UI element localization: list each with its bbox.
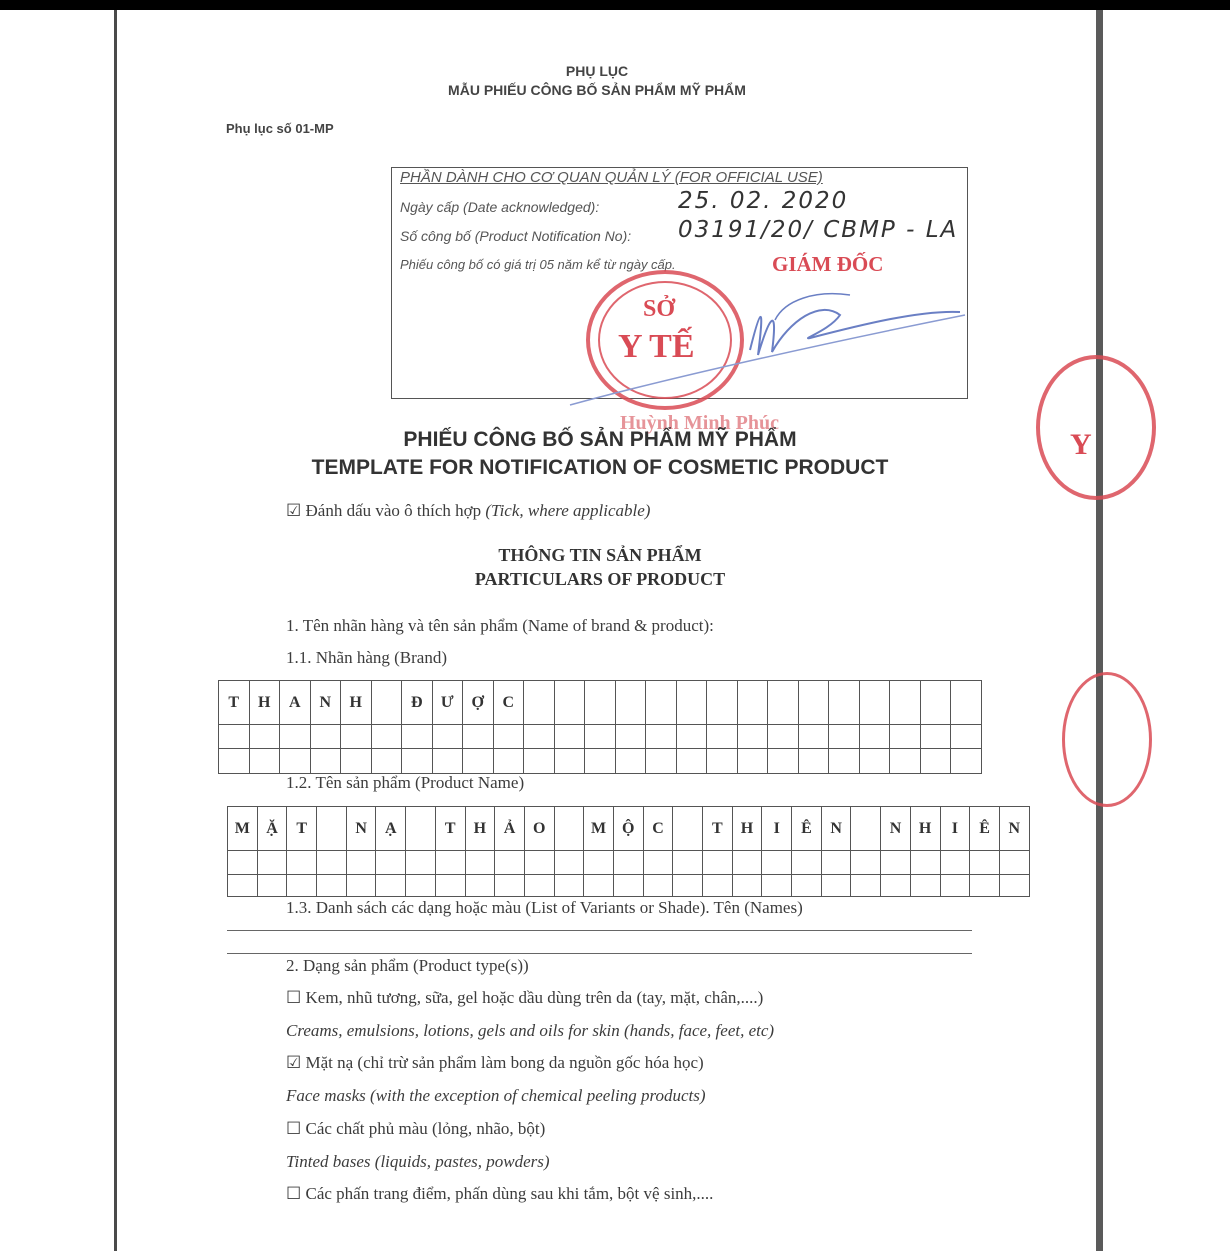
product-grid-cell bbox=[970, 875, 1000, 897]
type-3-en: Tinted bases (liquids, pastes, powders) bbox=[286, 1152, 550, 1171]
brand-grid-cell bbox=[493, 749, 524, 774]
brand-grid-cell bbox=[371, 725, 402, 749]
brand-grid-cell: N bbox=[310, 681, 341, 725]
brand-grid-cell bbox=[371, 681, 402, 725]
product-grid-cell bbox=[406, 807, 436, 851]
brand-grid-cell bbox=[707, 725, 738, 749]
date-acknowledged-label: Ngày cấp (Date acknowledged): bbox=[400, 199, 600, 215]
product-grid-cell: H bbox=[910, 807, 940, 851]
side-stamp-letter: Y bbox=[1070, 428, 1092, 461]
brand-grid bbox=[218, 680, 982, 774]
names-line-1 bbox=[227, 930, 972, 931]
item-1-2: 1.2. Tên sản phẩm (Product Name) bbox=[286, 773, 525, 792]
product-grid-cell bbox=[317, 875, 347, 897]
product-grid-cell bbox=[732, 851, 762, 875]
product-grid-cell bbox=[346, 851, 376, 875]
product-grid-cell bbox=[524, 875, 554, 897]
product-grid-cell: N bbox=[346, 807, 376, 851]
product-grid-cell bbox=[851, 851, 881, 875]
product-grid-cell: N bbox=[881, 807, 911, 851]
brand-grid-cell bbox=[890, 749, 921, 774]
brand-grid-cell bbox=[249, 749, 280, 774]
form-title-en: TEMPLATE FOR NOTIFICATION OF COSMETIC PRODUCT bbox=[311, 456, 889, 479]
product-grid-cell: T bbox=[435, 807, 465, 851]
item-2: 2. Dạng sản phẩm (Product type(s)) bbox=[286, 956, 529, 975]
product-grid-cell bbox=[703, 875, 733, 897]
product-grid-cell bbox=[792, 875, 822, 897]
brand-grid-cell bbox=[859, 749, 890, 774]
brand-grid-cell bbox=[920, 681, 951, 725]
product-grid-cell: O bbox=[524, 807, 554, 851]
brand-grid-cell bbox=[463, 725, 494, 749]
director-title: GIÁM ĐỐC bbox=[772, 252, 884, 276]
brand-grid-cell bbox=[676, 681, 707, 725]
product-grid-cell bbox=[999, 875, 1029, 897]
product-grid-cell bbox=[257, 851, 287, 875]
product-grid-cell bbox=[673, 851, 703, 875]
names-line-2 bbox=[227, 953, 972, 954]
tick-note bbox=[286, 501, 650, 521]
brand-grid-cell bbox=[829, 681, 860, 725]
brand-grid-cell bbox=[402, 749, 433, 774]
appendix-number: Phụ lục số 01-MP bbox=[226, 121, 334, 136]
brand-grid-cell bbox=[951, 725, 982, 749]
product-grid-cell bbox=[228, 851, 258, 875]
brand-grid-row bbox=[219, 749, 982, 774]
product-grid-cell bbox=[643, 851, 673, 875]
product-grid-cell: T bbox=[703, 807, 733, 851]
brand-grid-cell bbox=[768, 681, 799, 725]
brand-grid-cell bbox=[829, 725, 860, 749]
product-grid-cell bbox=[435, 875, 465, 897]
brand-grid-cell bbox=[371, 749, 402, 774]
stamp-text-top: SỞ bbox=[643, 296, 676, 322]
brand-grid-cell bbox=[554, 749, 585, 774]
product-grid-cell bbox=[762, 851, 792, 875]
product-grid-cell: C bbox=[643, 807, 673, 851]
brand-grid-cell bbox=[524, 749, 555, 774]
product-grid-cell bbox=[554, 875, 584, 897]
product-grid-cell bbox=[881, 875, 911, 897]
product-grid-cell bbox=[910, 851, 940, 875]
signature-icon bbox=[560, 280, 980, 420]
product-grid-cell bbox=[465, 875, 495, 897]
brand-grid-cell: Đ bbox=[402, 681, 433, 725]
product-grid-cell bbox=[287, 875, 317, 897]
product-grid-cell bbox=[435, 851, 465, 875]
brand-grid-cell bbox=[646, 725, 677, 749]
product-grid-cell bbox=[317, 851, 347, 875]
product-grid-cell bbox=[613, 851, 643, 875]
brand-grid-cell bbox=[768, 749, 799, 774]
product-grid-cell bbox=[376, 851, 406, 875]
product-grid-row bbox=[228, 851, 1030, 875]
item-1-3: 1.3. Danh sách các dạng hoặc màu (List of Variants or Shade). Tên (Names) bbox=[286, 898, 803, 917]
brand-grid-cell bbox=[798, 681, 829, 725]
brand-grid-cell: H bbox=[341, 681, 372, 725]
product-grid-cell bbox=[643, 875, 673, 897]
form-title-vi: PHIẾU CÔNG BỐ SẢN PHẨM MỸ PHẨM bbox=[403, 428, 797, 451]
brand-grid-cell bbox=[585, 725, 616, 749]
product-grid-cell bbox=[703, 851, 733, 875]
type-1-vi: ☐ Kem, nhũ tương, sữa, gel hoặc dầu dùng trên da (tay, mặt, chân,....) bbox=[286, 988, 764, 1007]
product-grid-cell: Ả bbox=[495, 807, 525, 851]
brand-grid-cell bbox=[432, 725, 463, 749]
product-grid-cell: I bbox=[762, 807, 792, 851]
brand-grid-cell bbox=[280, 749, 311, 774]
brand-grid-cell: A bbox=[280, 681, 311, 725]
brand-grid-cell bbox=[737, 725, 768, 749]
brand-grid-cell bbox=[676, 749, 707, 774]
brand-grid-cell bbox=[920, 749, 951, 774]
type-2-vi: ☑ Mặt nạ (chỉ trừ sản phẩm làm bong da nguồn gốc hóa học) bbox=[286, 1053, 704, 1072]
brand-grid-cell: Ợ bbox=[463, 681, 494, 725]
brand-grid-cell bbox=[554, 681, 585, 725]
top-border bbox=[0, 0, 1230, 10]
brand-grid-cell bbox=[524, 681, 555, 725]
official-heading: PHẦN DÀNH CHO CƠ QUAN QUẢN LÝ (FOR OFFICIAL USE) bbox=[400, 169, 823, 186]
brand-grid-cell bbox=[737, 681, 768, 725]
product-name-grid bbox=[227, 806, 1030, 897]
brand-grid-cell bbox=[920, 725, 951, 749]
product-grid-cell bbox=[228, 875, 258, 897]
brand-grid-cell bbox=[402, 725, 433, 749]
brand-grid-cell bbox=[463, 749, 494, 774]
brand-grid-cell bbox=[890, 725, 921, 749]
product-grid-cell bbox=[851, 807, 881, 851]
product-grid-cell: H bbox=[732, 807, 762, 851]
product-grid-cell bbox=[732, 875, 762, 897]
product-grid-cell bbox=[554, 807, 584, 851]
brand-grid-cell bbox=[249, 725, 280, 749]
product-grid-cell: N bbox=[999, 807, 1029, 851]
product-grid-cell bbox=[821, 851, 851, 875]
brand-grid-cell bbox=[646, 681, 677, 725]
product-grid-cell: T bbox=[287, 807, 317, 851]
brand-grid-cell bbox=[341, 725, 372, 749]
brand-grid-cell bbox=[524, 725, 555, 749]
product-grid-cell bbox=[554, 851, 584, 875]
tick-note-vi: ☑ Đánh dấu vào ô thích hợp bbox=[286, 501, 482, 520]
product-grid-cell bbox=[495, 851, 525, 875]
brand-grid-cell bbox=[890, 681, 921, 725]
product-grid-cell bbox=[495, 875, 525, 897]
product-grid-cell bbox=[465, 851, 495, 875]
product-grid-cell: N bbox=[821, 807, 851, 851]
brand-grid-cell bbox=[341, 749, 372, 774]
brand-grid-cell bbox=[676, 725, 707, 749]
product-grid-cell: Ê bbox=[970, 807, 1000, 851]
date-acknowledged-value: 25. 02. 2020 bbox=[678, 188, 849, 214]
brand-grid-cell bbox=[859, 681, 890, 725]
product-grid-cell bbox=[910, 875, 940, 897]
product-grid-cell: Ặ bbox=[257, 807, 287, 851]
brand-grid-cell bbox=[585, 749, 616, 774]
product-grid-cell bbox=[940, 851, 970, 875]
brand-grid-cell bbox=[554, 725, 585, 749]
brand-grid-cell bbox=[768, 725, 799, 749]
product-grid-cell bbox=[762, 875, 792, 897]
brand-grid-cell bbox=[646, 749, 677, 774]
brand-grid-cell bbox=[615, 749, 646, 774]
appendix-title: MẪU PHIẾU CÔNG BỐ SẢN PHẨM MỸ PHẨM bbox=[448, 82, 746, 98]
brand-grid-cell bbox=[859, 725, 890, 749]
brand-grid-cell bbox=[707, 681, 738, 725]
brand-grid-cell bbox=[432, 749, 463, 774]
section-title-vi: THÔNG TIN SẢN PHẨM bbox=[498, 545, 702, 565]
product-grid-cell: Ê bbox=[792, 807, 822, 851]
product-grid-cell bbox=[881, 851, 911, 875]
brand-grid-cell bbox=[615, 681, 646, 725]
brand-grid-cell bbox=[585, 681, 616, 725]
product-grid-cell bbox=[673, 875, 703, 897]
brand-grid-cell bbox=[280, 725, 311, 749]
brand-grid-cell bbox=[737, 749, 768, 774]
product-grid-cell: Ạ bbox=[376, 807, 406, 851]
product-grid-cell bbox=[524, 851, 554, 875]
validity-note: Phiếu công bố có giá trị 05 năm kể từ ngày cấp. bbox=[400, 257, 676, 272]
signer-name: Huỳnh Minh Phúc bbox=[620, 412, 779, 434]
item-1: 1. Tên nhãn hàng và tên sản phẩm (Name of brand & product): bbox=[286, 616, 714, 635]
product-grid-cell bbox=[673, 807, 703, 851]
type-2-en: Face masks (with the exception of chemical peeling products) bbox=[286, 1086, 706, 1105]
product-grid-cell bbox=[346, 875, 376, 897]
brand-grid-cell: Ư bbox=[432, 681, 463, 725]
brand-grid-row bbox=[219, 725, 982, 749]
page-right-edge bbox=[1096, 10, 1103, 1251]
product-grid-cell bbox=[317, 807, 347, 851]
product-grid-row bbox=[228, 807, 1030, 851]
section-title-en: PARTICULARS OF PRODUCT bbox=[474, 569, 726, 589]
product-grid-cell bbox=[584, 875, 614, 897]
brand-grid-cell bbox=[219, 725, 250, 749]
notification-no-label: Số công bố (Product Notification No): bbox=[400, 228, 632, 244]
brand-grid-cell bbox=[829, 749, 860, 774]
tick-note-en: (Tick, where applicable) bbox=[485, 501, 651, 520]
brand-grid-cell: C bbox=[493, 681, 524, 725]
brand-grid-cell bbox=[798, 725, 829, 749]
product-grid-row bbox=[228, 875, 1030, 897]
product-grid-cell bbox=[792, 851, 822, 875]
notification-no-value: 03191/20/ CBMP - LA bbox=[678, 217, 959, 243]
brand-grid-cell: H bbox=[249, 681, 280, 725]
brand-grid-cell bbox=[951, 749, 982, 774]
product-grid-cell bbox=[287, 851, 317, 875]
brand-grid-cell bbox=[310, 749, 341, 774]
product-grid-cell: M bbox=[228, 807, 258, 851]
brand-grid-cell bbox=[493, 725, 524, 749]
product-grid-cell bbox=[999, 851, 1029, 875]
product-grid-cell bbox=[851, 875, 881, 897]
product-grid-cell bbox=[613, 875, 643, 897]
product-grid-cell: H bbox=[465, 807, 495, 851]
item-1-1: 1.1. Nhãn hàng (Brand) bbox=[286, 648, 447, 667]
brand-grid-row bbox=[219, 681, 982, 725]
page-left-edge bbox=[114, 10, 117, 1251]
product-grid-cell bbox=[970, 851, 1000, 875]
brand-grid-cell bbox=[615, 725, 646, 749]
type-3-vi: ☐ Các chất phủ màu (lỏng, nhão, bột) bbox=[286, 1119, 546, 1138]
product-grid-cell: M bbox=[584, 807, 614, 851]
appendix-label: PHỤ LỤC bbox=[565, 63, 629, 79]
product-grid-cell bbox=[821, 875, 851, 897]
product-grid-cell bbox=[257, 875, 287, 897]
product-grid-cell bbox=[376, 875, 406, 897]
type-4-vi: ☐ Các phấn trang điểm, phấn dùng sau khi tắm, bột vệ sinh,.... bbox=[286, 1184, 714, 1203]
stamp-text-main: Y TẾ bbox=[618, 328, 695, 365]
product-grid-cell bbox=[940, 875, 970, 897]
product-grid-cell bbox=[406, 851, 436, 875]
side-stamp-bottom bbox=[1062, 672, 1152, 807]
brand-grid-cell bbox=[219, 749, 250, 774]
brand-grid-cell bbox=[798, 749, 829, 774]
product-grid-cell: Ộ bbox=[613, 807, 643, 851]
brand-grid-cell bbox=[310, 725, 341, 749]
brand-grid-cell bbox=[951, 681, 982, 725]
type-1-en: Creams, emulsions, lotions, gels and oils for skin (hands, face, feet, etc) bbox=[286, 1021, 775, 1040]
product-grid-cell bbox=[406, 875, 436, 897]
product-grid-cell bbox=[584, 851, 614, 875]
brand-grid-cell: T bbox=[219, 681, 250, 725]
brand-grid-cell bbox=[707, 749, 738, 774]
product-grid-cell: I bbox=[940, 807, 970, 851]
